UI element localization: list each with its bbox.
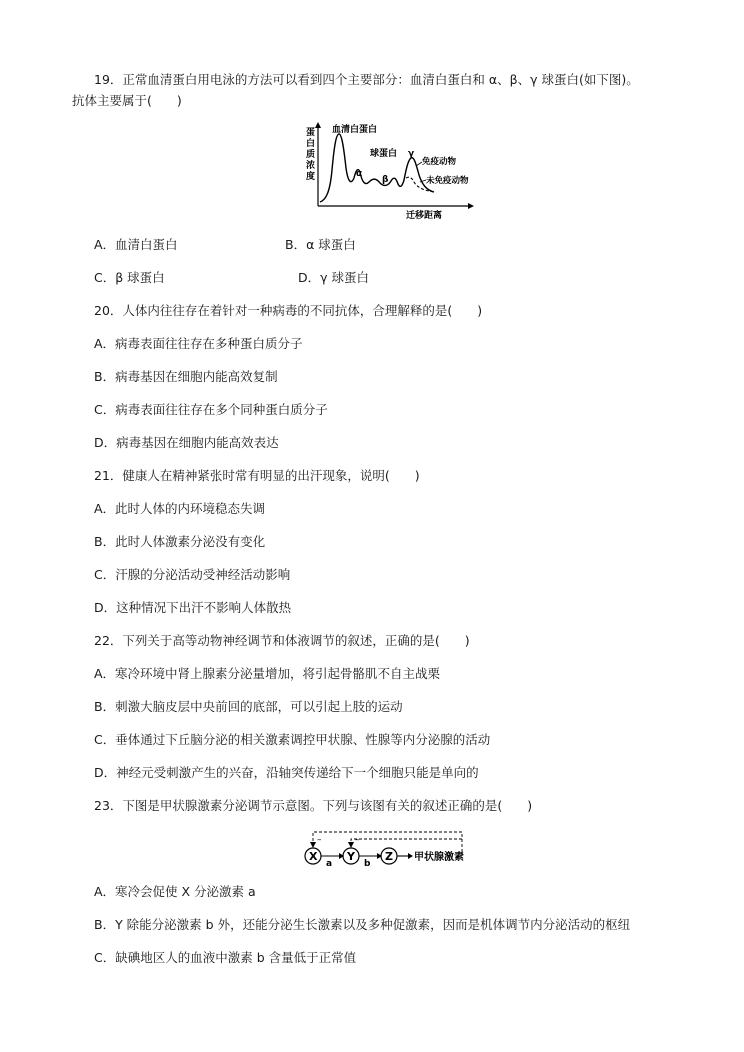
x-axis-arrow (468, 203, 474, 209)
q20-option-c: C．病毒表面往往存在多个同种蛋白质分子 (94, 402, 328, 417)
q22-option-d: D．神经元受刺激产生的兴奋，沿轴突传递给下一个细胞只能是单向的 (94, 765, 479, 780)
node-y-label: Y (347, 850, 355, 863)
thyroid-hormone-label: 甲状腺激素 (414, 852, 464, 863)
node-x-label: X (309, 850, 318, 863)
q19-stem-line2: 抗体主要属于( ) (72, 93, 182, 108)
feedback-arrow-y (348, 842, 354, 848)
q21-stem: 21．健康人在精神紧张时常有明显的出汗现象，说明( ) (94, 468, 420, 483)
minus-sign: – (317, 835, 322, 845)
q23-option-b: B．Y 除能分泌激素 b 外，还能分泌生长激素以及多种促激素，因而是机体调节内分泌活动的枢纽 (94, 917, 631, 932)
q19-option-d: D．γ 球蛋白 (298, 270, 369, 285)
thyroid-regulation-diagram (300, 828, 490, 872)
ylabel-char: 白 (306, 139, 316, 149)
q19-option-a: A．血清白蛋白 (94, 237, 178, 252)
label-nonimmune: 未免疫动物 (426, 176, 469, 186)
node-z-label: Z (385, 850, 393, 863)
ylabel-char: 度 (306, 172, 316, 182)
q19-option-b: B．α 球蛋白 (285, 237, 356, 252)
q21-option-d: D．这种情况下出汗不影响人体散热 (94, 600, 292, 615)
ylabel-char: 浓 (306, 161, 316, 171)
q20-stem: 20．人体内往往存在着针对一种病毒的不同抗体，合理解释的是( ) (94, 303, 483, 318)
ylabel-char: 质 (306, 150, 316, 160)
q22-option-c: C．垂体通过下丘脑分泌的相关激素调控甲状腺、性腺等内分泌腺的活动 (94, 732, 491, 747)
arrowhead (408, 853, 413, 859)
feedback-line-y (351, 839, 462, 846)
q20-option-b: B．病毒基因在细胞内能高效复制 (94, 369, 278, 384)
q22-stem: 22．下列关于高等动物神经调节和体液调节的叙述，正确的是( ) (94, 633, 470, 648)
label-albumin: 血清白蛋白 (332, 125, 378, 135)
q23-stem: 23．下图是甲状腺激素分泌调节示意图。下列与该图有关的叙述正确的是( ) (94, 798, 533, 813)
q20-option-a: A．病毒表面往往存在多种蛋白质分子 (94, 336, 303, 351)
label-beta: β (382, 175, 389, 185)
q19-option-c: C．β 球蛋白 (94, 270, 165, 285)
xlabel: 迁移距离 (406, 211, 443, 221)
q20-option-d: D．病毒基因在细胞内能高效表达 (94, 435, 279, 450)
minus-sign: – (355, 835, 360, 845)
label-globulin: 球蛋白 (370, 149, 398, 159)
q21-option-b: B．此时人体激素分泌没有变化 (94, 534, 266, 549)
hormone-a-label: a (326, 859, 333, 869)
q19-stem-line1: 19．正常血清蛋白用电泳的方法可以看到四个主要部分：血清白蛋白和 α、β、γ 球蛋白(如下图)。 (94, 72, 639, 87)
feedback-arrow-x (310, 842, 316, 848)
electrophoresis-figure (296, 120, 506, 224)
label-immune: 免疫动物 (422, 157, 457, 167)
q22-option-b: B．刺激大脑皮层中央前回的底部，可以引起上肢的运动 (94, 699, 403, 714)
q21-option-c: C．汗腺的分泌活动受神经活动影响 (94, 567, 291, 582)
label-alpha: α (356, 169, 363, 179)
q21-option-a: A．此时人体的内环境稳态失调 (94, 501, 266, 516)
hormone-b-label: b (364, 859, 371, 869)
q23-option-a: A．寒冷会促使 X 分泌激素 a (94, 884, 256, 899)
immune-curve (320, 134, 434, 202)
ylabel-char: 蛋 (306, 128, 316, 138)
y-axis-arrow (315, 122, 321, 128)
q23-option-c: C．缺碘地区人的血液中激素 b 含量低于正常值 (94, 950, 357, 965)
q22-option-a: A．寒冷环境中肾上腺素分泌量增加，将引起骨骼肌不自主战栗 (94, 666, 441, 681)
label-gamma: γ (408, 149, 415, 159)
